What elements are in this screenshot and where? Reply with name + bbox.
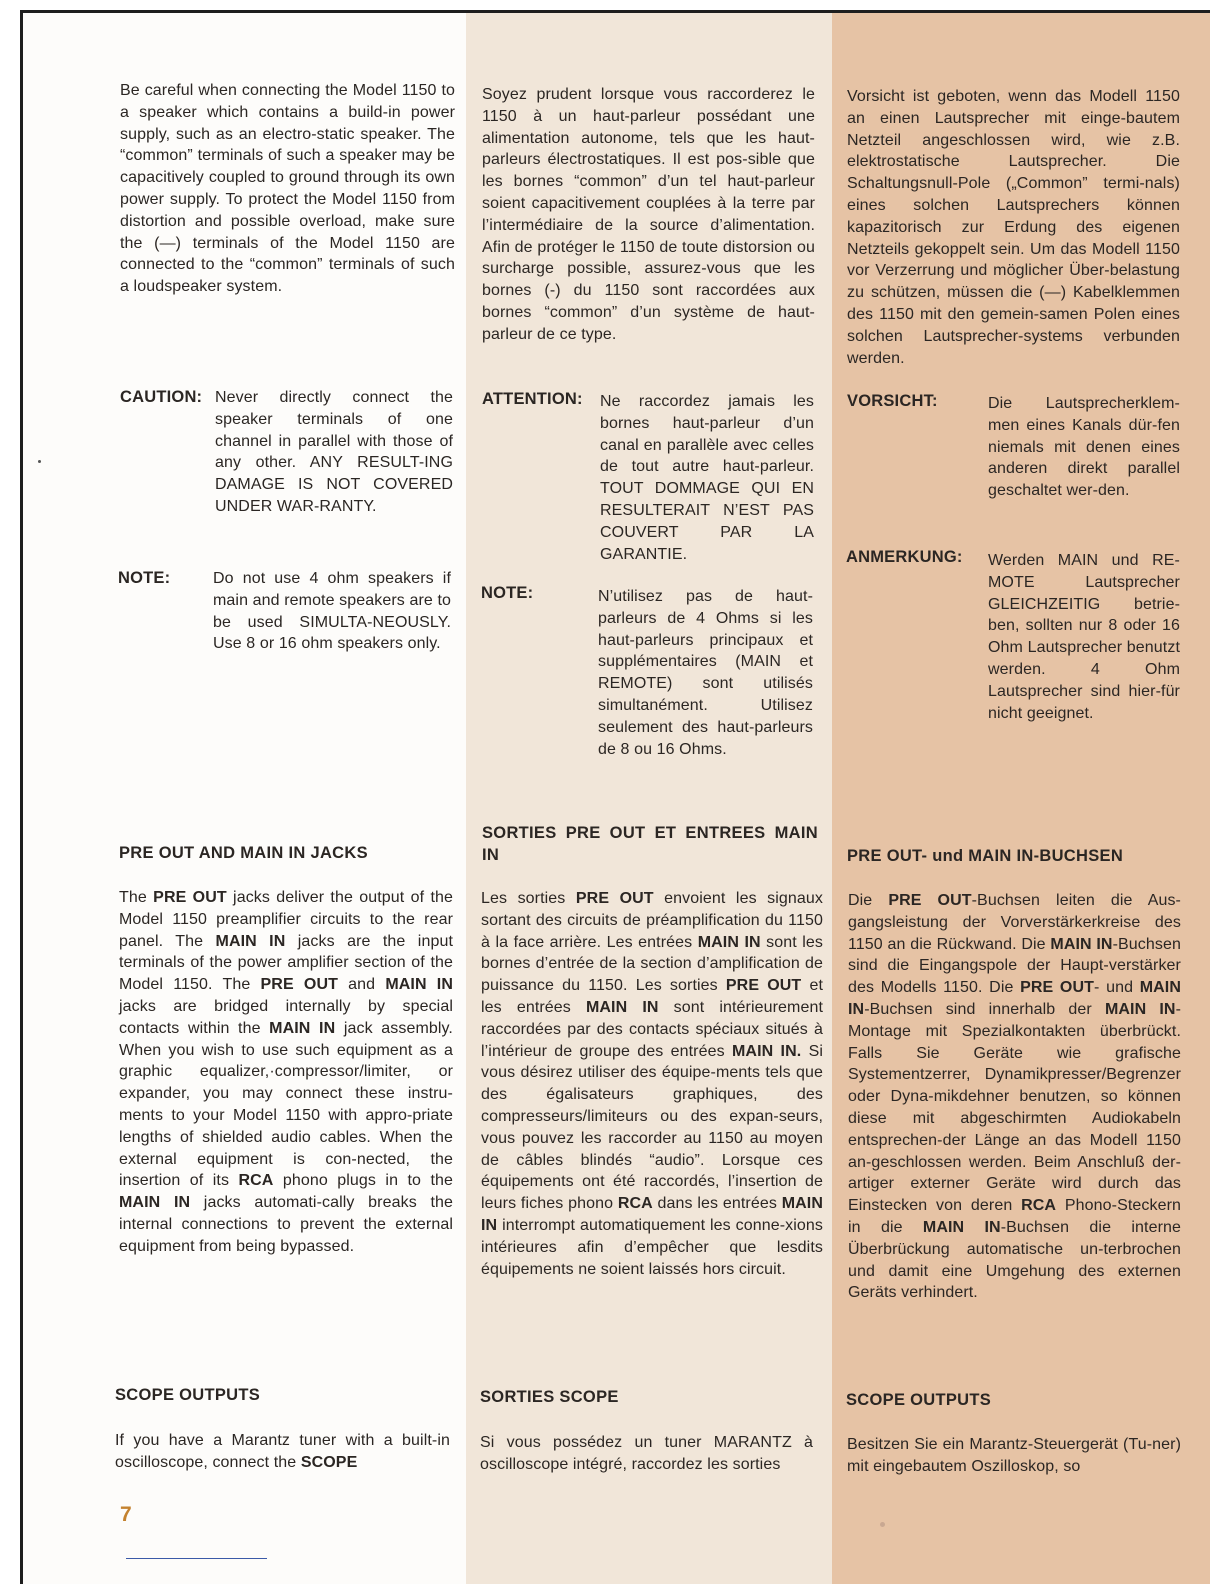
page-number: 7 <box>120 1503 132 1526</box>
french-preout-paragraph: Les sorties PRE OUT envoient les signaux sortant des circuits de préamplification du 1150 à la face arrière. Les entrées MAIN IN sont les bornes d’entrée de la section d’amplification de puissance du 1150. Les sorties PRE OUT et les entrées MAIN IN sont intérieurement raccordées par des contacts spéciaux situés à l’intérieur de groupe des entrées MAIN IN. Si vous désirez utiliser des équipe-ments tels que des égalisateurs graphiques, des compresseurs/limiteurs ou des expan-seurs, vous pouvez les raccorder au 1150 au moyen de câbles blindés “audio”. Lorsque ces équipements ont été raccordés, l’insertion de leurs fiches phono RCA dans les entrées MAIN IN interrompt automatiquement les conne-xions intérieures afin d’empêcher que lesdits équipements ne soient laissés hors circuit. <box>481 890 823 1278</box>
english-scope-heading: SCOPE OUTPUTS <box>115 1386 261 1404</box>
french-note-label: NOTE: <box>481 584 534 602</box>
english-scope-paragraph: If you have a Marantz tuner with a built-in oscilloscope, connect the SCOPE <box>115 1432 450 1471</box>
english-preout-heading: PRE OUT AND MAIN IN JACKS <box>119 844 368 862</box>
print-speck <box>880 1522 885 1527</box>
german-scope-paragraph: Besitzen Sie ein Marantz-Steuergerät (Tu-ner) mit eingebautem Oszilloskop, so <box>847 1436 1181 1475</box>
french-intro-paragraph: Soyez prudent lorsque vous raccorderez le 1150 à un haut-parleur possédant une alimentation autonome, tels que les haut-parleurs électrostatiques. Il est pos-sible que les bornes “common” d’un tel haut-parleur soient capacitivement couplées à la terre par l’intermédiaire de la source d’alimentation. Afin de protéger le 1150 de toute distorsion ou surcharge possible, assurez-vous que les bornes (-) du 1150 sont raccordées aux bornes “common” d’un système de haut-parleur de ce type. <box>482 86 815 343</box>
print-speck <box>38 460 41 463</box>
english-note-label: NOTE: <box>118 569 171 587</box>
german-scope-heading: SCOPE OUTPUTS <box>846 1391 992 1409</box>
english-preout-paragraph: The PRE OUT jacks deliver the output of the Model 1150 preamplifier circuits to the rear panel. The MAIN IN jacks are the input terminals of the power amplifier section of the Model 1150. The PRE OUT and MAIN IN jacks are bridged internally by special contacts within the MAIN IN jack assembly. When you wish to use such equipment as a graphic equalizer,·compressor/limiter, or expander, you may connect these instru-ments to your Model 1150 with appro-priate lengths of shielded audio cables. When the external equipment is con-nected, the insertion of its RCA phono plugs in to the MAIN IN jacks automati-cally breaks the internal connections to prevent the external equipment from being bypassed. <box>119 889 453 1255</box>
french-scope-heading: SORTIES SCOPE <box>480 1388 619 1406</box>
english-note-text: Do not use 4 ohm speakers if main and remote speakers are to be used SIMULTA-NEOUSLY. Use 8 or 16 ohm speakers only. <box>213 570 451 653</box>
english-caution-label: CAUTION: <box>120 388 203 406</box>
footer-rule <box>126 1558 267 1559</box>
german-caution-text: Die Lautsprecherklem-men eines Kanals dür-fen niemals mit denen eines anderen direkt parallel geschaltet wer-den. <box>988 395 1180 500</box>
french-caution-text: Ne raccordez jamais les bornes haut-parleur d’un canal en parallèle avec celles de tout autre haut-parleur. TOUT DOMMAGE QUI EN RESULTERAIT N’EST PAS COUVERT PAR LA GARANTIE. <box>600 393 814 563</box>
german-note-text: Werden MAIN und RE-MOTE Lautsprecher GLEICHZEITIG betrie-ben, sollten nur 8 oder 16 Ohm Lautsprecher benutzt werden. 4 Ohm Lautsprecher sind hier-für nicht geeignet. <box>988 552 1180 722</box>
german-note-label: ANMERKUNG: <box>846 548 963 566</box>
french-note-text: N’utilisez pas de haut-parleurs de 4 Ohms si les haut-parleurs principaux et supplémentaires (MAIN et REMOTE) sont utilisés simultanément. Utilisez seulement des haut-parleurs de 8 ou 16 Ohms. <box>598 588 813 758</box>
german-caution-label: VORSICHT: <box>847 392 938 410</box>
german-preout-heading: PRE OUT- und MAIN IN-BUCHSEN <box>847 847 1124 865</box>
english-intro-paragraph: Be careful when connecting the Model 1150 to a speaker which contains a build-in power supply, such as an electro-static speaker. The “common” terminals of such a speaker may be capacitively coupled to ground through its own power supply. To protect the Model 1150 from distortion and possible overload, make sure the (—) terminals of the Model 1150 are connected to the “common” terminals of such a loudspeaker system. <box>120 82 455 296</box>
german-preout-paragraph: Die PRE OUT-Buchsen leiten die Aus-gangsleistung der Vorverstärkerkreise des 1150 an die Rückwand. Die MAIN IN-Buchsen sind die Eingangspole der Haupt-verstärker des Modells 1150. Die PRE OUT- und MAIN IN-Buchsen sind innerhalb der MAIN IN-Montage mit Spezialkontakten überbrückt. Falls Sie Geräte wie grafische Systementzerrer, Dynamikpresser/Begrenzer oder Dyna-mikdehner benutzen, so können diese mit abgeschirmten Audiokabeln entsprechen-der Länge an das Modell 1150 an-geschlossen werden. Beim Anschluß der-artiger externer Geräte wird durch das Einstecken von deren RCA Phono-Steckern in die MAIN IN-Buchsen die interne Überbrückung automatische un-terbrochen und damit eine Umgehung des externen Geräts verhindert. <box>848 892 1182 1302</box>
german-intro-paragraph: Vorsicht ist geboten, wenn das Modell 1150 an einen Lautsprecher mit einge-bautem Netzteil angeschlossen wird, wie z.B. elektrostatische Lautsprecher. Die Schaltungsnull-Pole („Common” termi-nals) eines solchen Lautsprechers können kapazitorisch zur Erdung des eigenen Netzteils gekoppelt sein. Um das Modell 1150 vor Verzerrung und möglicher Über-belastung zu schützen, müssen die (—) Kabelklemmen des 1150 mit den gemein-samen Polen eines solchen Lautsprecher-systems verbunden werden. <box>847 88 1180 367</box>
french-caution-label: ATTENTION: <box>482 390 583 408</box>
french-scope-paragraph: Si vous possédez un tuner MARANTZ à oscilloscope intégré, raccordez les sorties <box>480 1434 813 1473</box>
french-preout-heading: SORTIES PRE OUT ET ENTREES MAIN IN <box>482 824 818 864</box>
english-caution-text: Never directly connect the speaker terminals of one channel in parallel with those of any other. ANY RESULT-ING DAMAGE IS NOT COVERED UNDER WAR-RANTY. <box>215 389 453 515</box>
